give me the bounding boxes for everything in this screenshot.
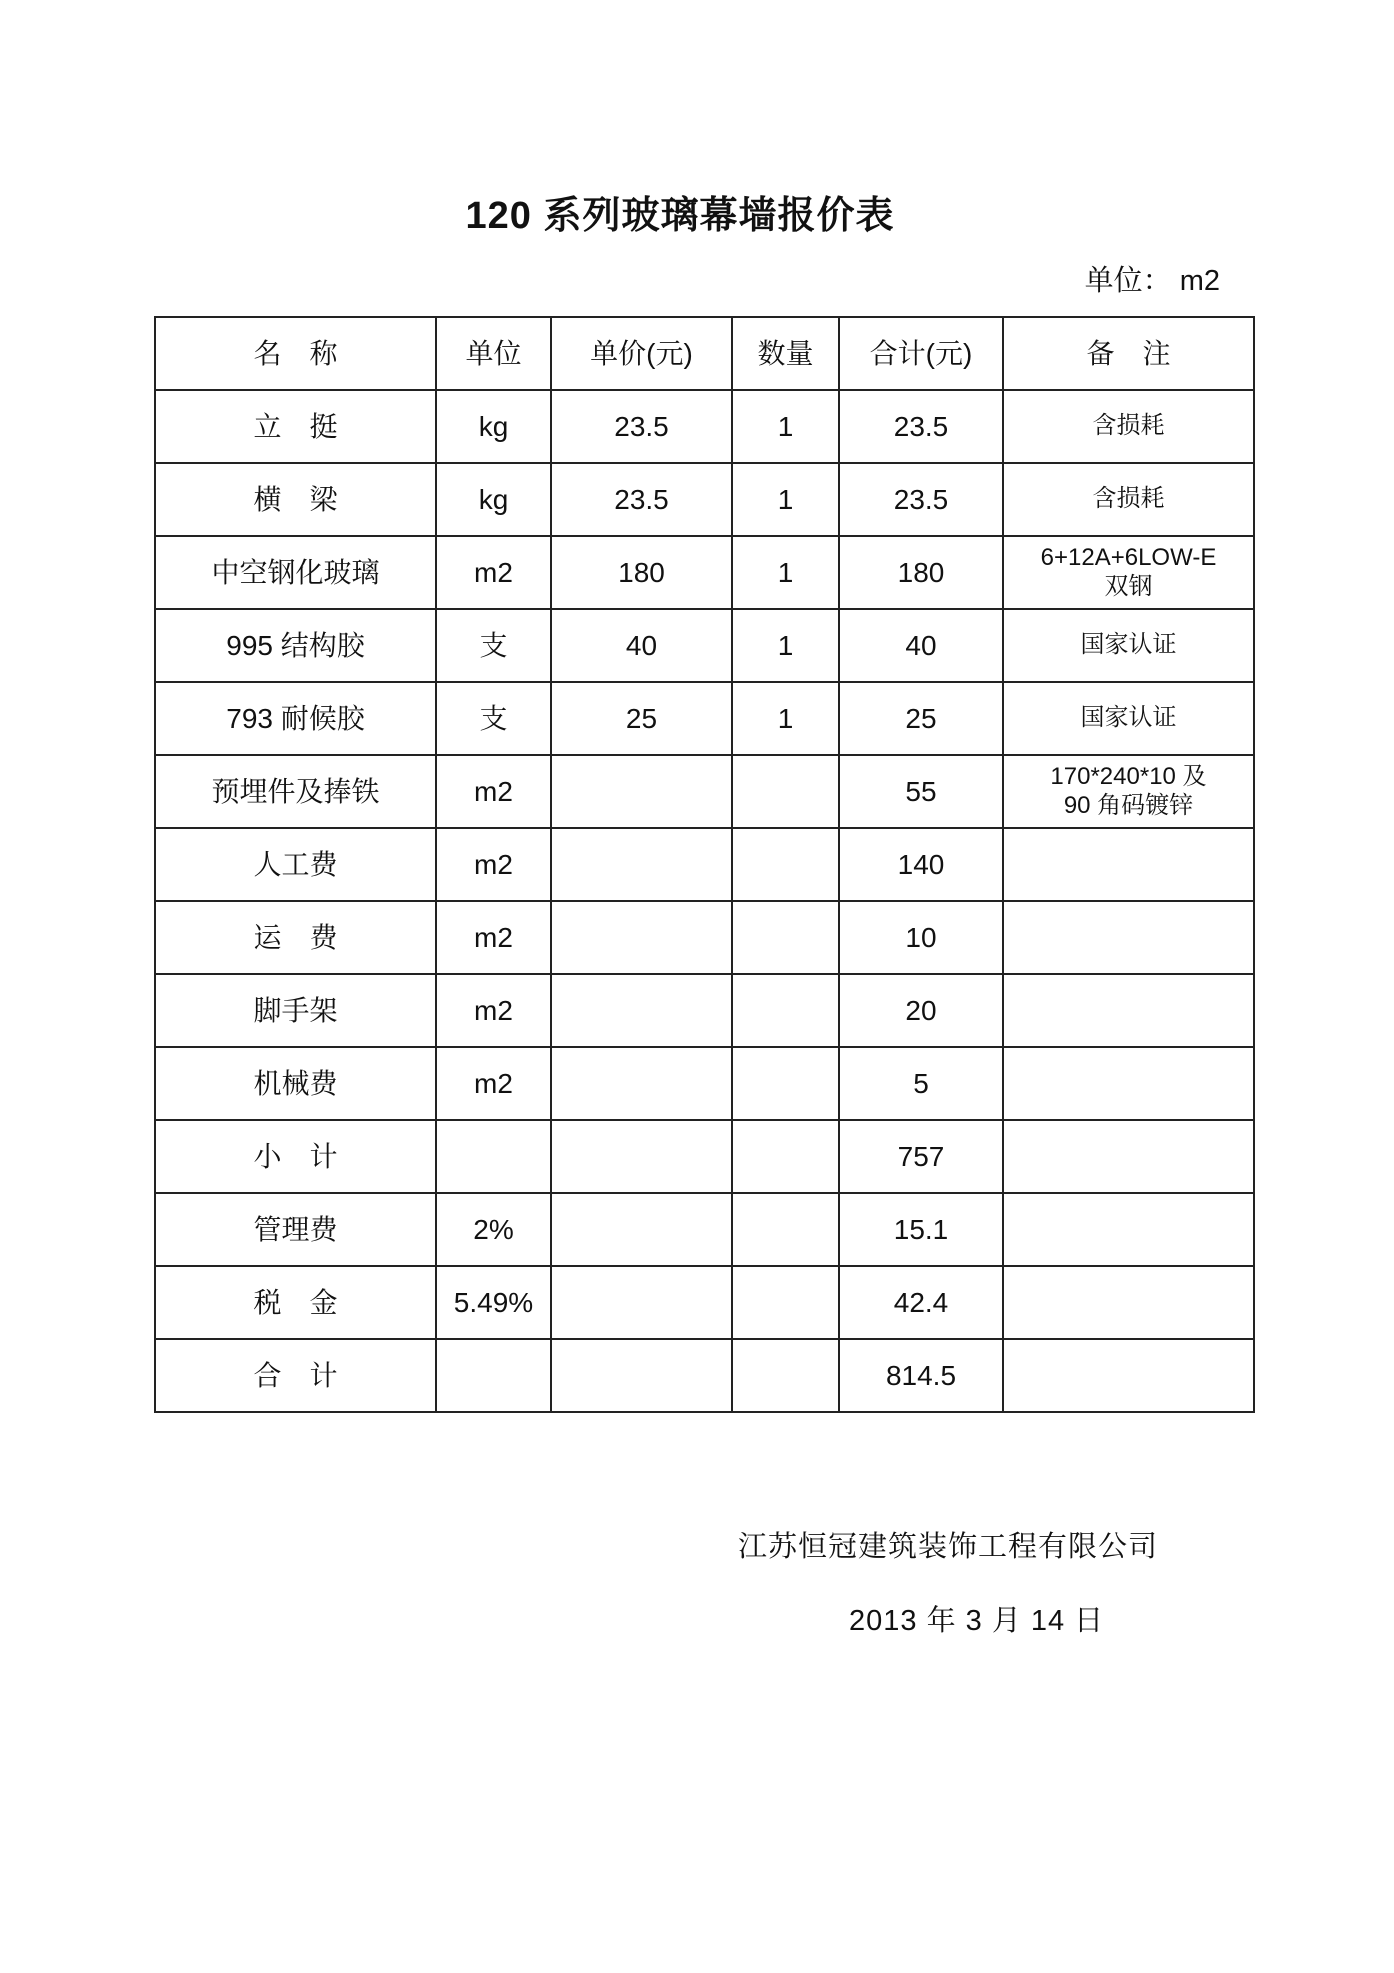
- header-unit-price: 单价(元): [551, 317, 732, 390]
- table-row: [155, 609, 1254, 682]
- item-name: 运 费: [155, 901, 436, 974]
- item-unit: kg: [436, 390, 551, 463]
- item-note: [1003, 974, 1254, 1047]
- item-note: 170*240*10 及 90 角码镀锌: [1003, 755, 1254, 828]
- quote-table-body: [155, 390, 1254, 1412]
- item-total: 25: [839, 682, 1003, 755]
- item-unit: m2: [436, 1047, 551, 1120]
- item-quantity: 1: [732, 682, 839, 755]
- item-quantity: [732, 974, 839, 1047]
- item-unit-price: [551, 1266, 732, 1339]
- item-quantity: [732, 755, 839, 828]
- item-note: [1003, 901, 1254, 974]
- company-name: 江苏恒冠建筑装饰工程有限公司: [738, 1531, 1159, 1563]
- item-total: 140: [839, 828, 1003, 901]
- item-unit: 5.49%: [436, 1266, 551, 1339]
- item-name: 小 计: [155, 1120, 436, 1193]
- item-name: 立 挺: [155, 390, 436, 463]
- header-quantity: 数量: [732, 317, 839, 390]
- item-name: 脚手架: [155, 974, 436, 1047]
- item-name: 管理费: [155, 1193, 436, 1266]
- item-unit-price: [551, 1047, 732, 1120]
- item-unit-price: [551, 901, 732, 974]
- header-unit: 单位: [436, 317, 551, 390]
- item-name: 人工费: [155, 828, 436, 901]
- table-row: [155, 463, 1254, 536]
- item-unit-price: [551, 1120, 732, 1193]
- item-quantity: [732, 1047, 839, 1120]
- item-name: 预埋件及捧铁: [155, 755, 436, 828]
- item-quantity: [732, 1193, 839, 1266]
- item-name: 税 金: [155, 1266, 436, 1339]
- table-row: [155, 1120, 1254, 1193]
- item-unit-price: 23.5: [551, 463, 732, 536]
- table-header-row: [155, 317, 1254, 390]
- item-unit: 2%: [436, 1193, 551, 1266]
- item-unit: m2: [436, 901, 551, 974]
- item-note: [1003, 1339, 1254, 1412]
- item-note: 含损耗: [1003, 463, 1254, 536]
- item-unit-price: 40: [551, 609, 732, 682]
- table-row: [155, 390, 1254, 463]
- item-total: 5: [839, 1047, 1003, 1120]
- item-quantity: [732, 1120, 839, 1193]
- item-note: [1003, 1266, 1254, 1339]
- item-quantity: 1: [732, 536, 839, 609]
- table-row: [155, 1047, 1254, 1120]
- item-unit-price: [551, 974, 732, 1047]
- item-name: 995 结构胶: [155, 609, 436, 682]
- item-quantity: [732, 901, 839, 974]
- quote-table: [154, 316, 1255, 1413]
- item-note: 6+12A+6LOW-E 双钢: [1003, 536, 1254, 609]
- item-name: 合 计: [155, 1339, 436, 1412]
- item-note: 含损耗: [1003, 390, 1254, 463]
- item-note: [1003, 1120, 1254, 1193]
- item-unit: m2: [436, 828, 551, 901]
- item-note: [1003, 828, 1254, 901]
- table-row: [155, 682, 1254, 755]
- table-row: [155, 1193, 1254, 1266]
- item-unit-price: 180: [551, 536, 732, 609]
- item-name: 横 梁: [155, 463, 436, 536]
- table-row: [155, 974, 1254, 1047]
- item-unit-price: [551, 1339, 732, 1412]
- table-row: [155, 828, 1254, 901]
- item-name: 793 耐候胶: [155, 682, 436, 755]
- item-quantity: 1: [732, 390, 839, 463]
- item-quantity: 1: [732, 463, 839, 536]
- table-row: [155, 1266, 1254, 1339]
- item-total: 55: [839, 755, 1003, 828]
- item-name: 机械费: [155, 1047, 436, 1120]
- item-name: 中空钢化玻璃: [155, 536, 436, 609]
- item-unit-price: [551, 1193, 732, 1266]
- item-total: 42.4: [839, 1266, 1003, 1339]
- item-unit: m2: [436, 536, 551, 609]
- header-name: 名 称: [155, 317, 436, 390]
- item-quantity: [732, 1266, 839, 1339]
- item-total: 814.5: [839, 1339, 1003, 1412]
- item-note: [1003, 1047, 1254, 1120]
- item-total: 757: [839, 1120, 1003, 1193]
- item-unit-price: 25: [551, 682, 732, 755]
- item-note: [1003, 1193, 1254, 1266]
- item-note: 国家认证: [1003, 609, 1254, 682]
- item-total: 20: [839, 974, 1003, 1047]
- item-unit: [436, 1339, 551, 1412]
- item-note: 国家认证: [1003, 682, 1254, 755]
- item-unit: 支: [436, 682, 551, 755]
- unit-note: 单位： m2: [1084, 265, 1220, 297]
- header-note: 备 注: [1003, 317, 1254, 390]
- item-unit-price: 23.5: [551, 390, 732, 463]
- item-unit-price: [551, 828, 732, 901]
- header-total: 合计(元): [839, 317, 1003, 390]
- item-quantity: [732, 828, 839, 901]
- document-title: 120 系列玻璃幕墙报价表: [465, 195, 895, 237]
- document-date: 2013 年 3 月 14 日: [849, 1605, 1105, 1637]
- item-unit-price: [551, 755, 732, 828]
- item-unit: m2: [436, 755, 551, 828]
- item-total: 23.5: [839, 463, 1003, 536]
- item-unit: m2: [436, 974, 551, 1047]
- item-unit: [436, 1120, 551, 1193]
- table-row: [155, 1339, 1254, 1412]
- item-total: 10: [839, 901, 1003, 974]
- item-total: 23.5: [839, 390, 1003, 463]
- table-row: [155, 901, 1254, 974]
- item-quantity: [732, 1339, 839, 1412]
- item-total: 15.1: [839, 1193, 1003, 1266]
- item-total: 40: [839, 609, 1003, 682]
- table-row: [155, 755, 1254, 828]
- table-row: [155, 536, 1254, 609]
- item-quantity: 1: [732, 609, 839, 682]
- item-total: 180: [839, 536, 1003, 609]
- item-unit: 支: [436, 609, 551, 682]
- item-unit: kg: [436, 463, 551, 536]
